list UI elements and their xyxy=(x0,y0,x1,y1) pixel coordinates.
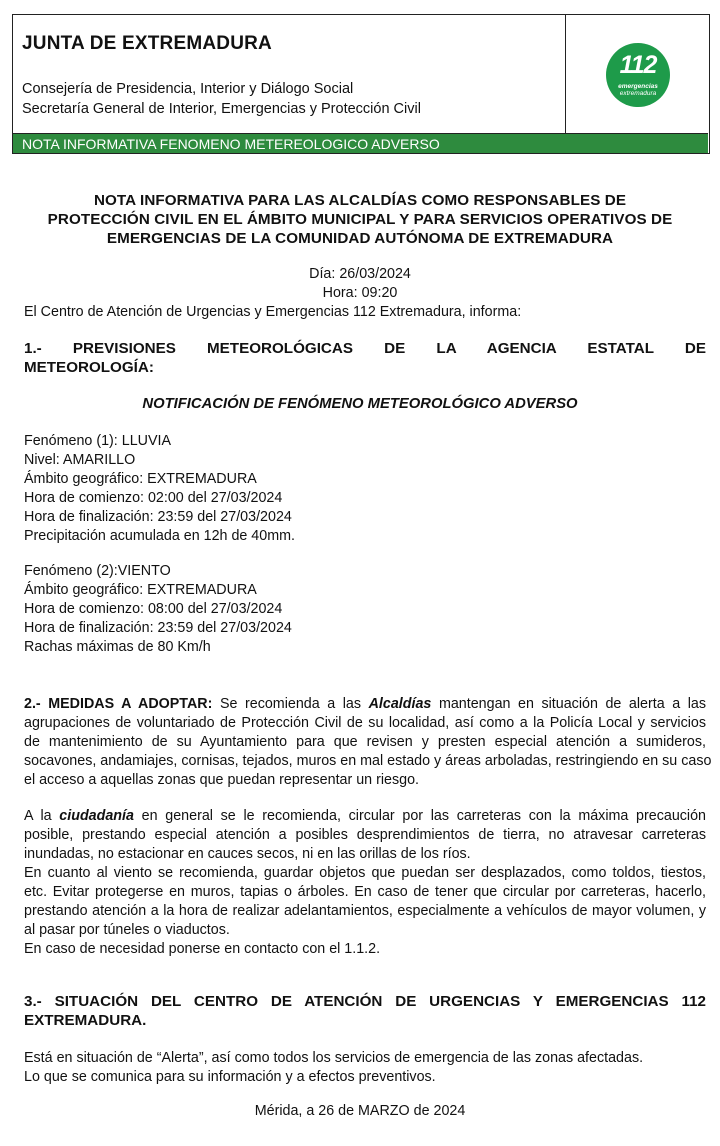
wind-line: prestando atención a la hora de realizar adelantamientos, especialmente a vehículos de mayor volumen, y xyxy=(24,903,706,919)
department-line: Consejería de Presidencia, Interior y Diálogo Social xyxy=(22,81,354,97)
phenomenon-1-line: Precipitación acumulada en 12h de 40mm. xyxy=(24,528,296,544)
citizens-first-line xyxy=(24,808,706,824)
citizens-line: inundadas, no estacionar en cauces secos, ni en las orillas de los ríos. xyxy=(24,846,471,862)
section2-line: de mantenimiento de su Ayuntamiento para que revisen y presten especial atención a sumideros, xyxy=(24,734,706,750)
phenomenon-1-line: Nivel: AMARILLO xyxy=(24,452,136,468)
section1-heading-line-1: 1.- PREVISIONES METEOROLÓGICAS DE LA AGENCIA ESTATAL DE xyxy=(24,340,706,357)
citizens-line: posible, prestando especial atención a posibles desprendimientos de tierra, no atravesar carreteras xyxy=(24,827,706,843)
section2-first-line xyxy=(24,696,706,712)
phenomenon-1-line: Ámbito geográfico: EXTREMADURA xyxy=(24,471,257,487)
emergencias-112-logo-icon xyxy=(606,43,670,107)
section3-status-line: Está en situación de “Alerta”, así como todos los servicios de emergencia de las zonas afectadas. xyxy=(24,1050,644,1066)
citizens-text: A la xyxy=(24,808,52,824)
section2-line: socavones, andamiajes, cornisas, tejados, muros en mal estado y áreas arboladas, restringiendo en su caso xyxy=(24,753,712,769)
phenomenon-1-line: Fenómeno (1): LLUVIA xyxy=(24,433,172,449)
doc-title-line-1: NOTA INFORMATIVA PARA LAS ALCALDÍAS COMO RESPONSABLES DE xyxy=(93,192,627,209)
citizens-text: en general se le recomienda, circular por las carreteras con la máxima precaución xyxy=(141,808,706,824)
secretariat-line: Secretaría General de Interior, Emergencias y Protección Civil xyxy=(22,101,421,117)
phenomenon-1-line: Hora de comienzo: 02:00 del 27/03/2024 xyxy=(24,490,283,506)
wind-line: etc. Evitar protegerse en muros, tapias o árboles. En caso de tener que circular por carreteras, hacerlo, xyxy=(24,884,706,900)
signature-place-date: Mérida, a 26 de MARZO de 2024 xyxy=(254,1103,466,1119)
header-right xyxy=(566,15,709,133)
date-line: Día: 26/03/2024 xyxy=(309,266,411,282)
phenomenon-2-line: Hora de comienzo: 08:00 del 27/03/2024 xyxy=(24,601,283,617)
wind-line: En cuanto al viento se recomienda, guardar objetos que puedan ser desplazados, como toldos, tiestos, xyxy=(24,865,706,881)
phenomenon-1-line: Hora de finalización: 23:59 del 27/03/2024 xyxy=(24,509,292,525)
header-banner: NOTA INFORMATIVA FENOMENO METEREOLOGICO ADVERSO xyxy=(13,133,708,153)
org-title: JUNTA DE EXTREMADURA xyxy=(22,33,272,54)
phenomenon-2-line: Ámbito geográfico: EXTREMADURA xyxy=(24,582,257,598)
section3-closing-line: Lo que se comunica para su información y a efectos preventivos. xyxy=(24,1069,436,1085)
wind-line: al pasar por túneles o viaductos. xyxy=(24,922,230,938)
time-line: Hora: 09:20 xyxy=(322,285,398,301)
alcaldias-emphasis: Alcaldías xyxy=(368,696,432,712)
header-left xyxy=(13,15,566,133)
section2-line: el acceso a aquellas zonas que puedan representar un riesgo. xyxy=(24,772,420,788)
logo-subtitle-2: extremadura xyxy=(619,90,657,97)
section2-text: mantengan en situación de alerta a las xyxy=(438,696,706,712)
section3-heading-line-2: EXTREMADURA. xyxy=(24,1012,147,1029)
phenomenon-2-line: Hora de finalización: 23:59 del 27/03/2024 xyxy=(24,620,292,636)
section2-heading: 2.- MEDIDAS A ADOPTAR: xyxy=(24,696,213,712)
doc-title-line-3: EMERGENCIAS DE LA COMUNIDAD AUTÓNOMA DE EXTREMADURA xyxy=(106,230,614,247)
logo-number: 112 xyxy=(619,51,657,79)
phenomenon-2-line: Rachas máximas de 80 Km/h xyxy=(24,639,211,655)
doc-title-line-2: PROTECCIÓN CIVIL EN EL ÁMBITO MUNICIPAL Y PARA SERVICIOS OPERATIVOS DE xyxy=(47,211,673,228)
logo-subtitle-1: emergencias xyxy=(618,83,658,90)
ciudadania-emphasis: ciudadanía xyxy=(59,808,134,824)
section2-line: agrupaciones de voluntariado de Protección Civil de su localidad, así como a la Policía Local y servicios xyxy=(24,715,706,731)
intro-line: El Centro de Atención de Urgencias y Emergencias 112 Extremadura, informa: xyxy=(24,304,522,320)
header-box xyxy=(12,14,710,154)
section2-text: Se recomienda a las xyxy=(219,696,362,712)
section3-heading-line-1: 3.- SITUACIÓN DEL CENTRO DE ATENCIÓN DE URGENCIAS Y EMERGENCIAS 112 xyxy=(24,993,706,1010)
phenomenon-2-line: Fenómeno (2):VIENTO xyxy=(24,563,171,579)
contact-line: En caso de necesidad ponerse en contacto con el 1.1.2. xyxy=(24,941,381,957)
notification-title: NOTIFICACIÓN DE FENÓMENO METEOROLÓGICO ADVERSO xyxy=(142,396,578,412)
section1-heading-line-2: METEOROLOGÍA: xyxy=(24,359,154,376)
